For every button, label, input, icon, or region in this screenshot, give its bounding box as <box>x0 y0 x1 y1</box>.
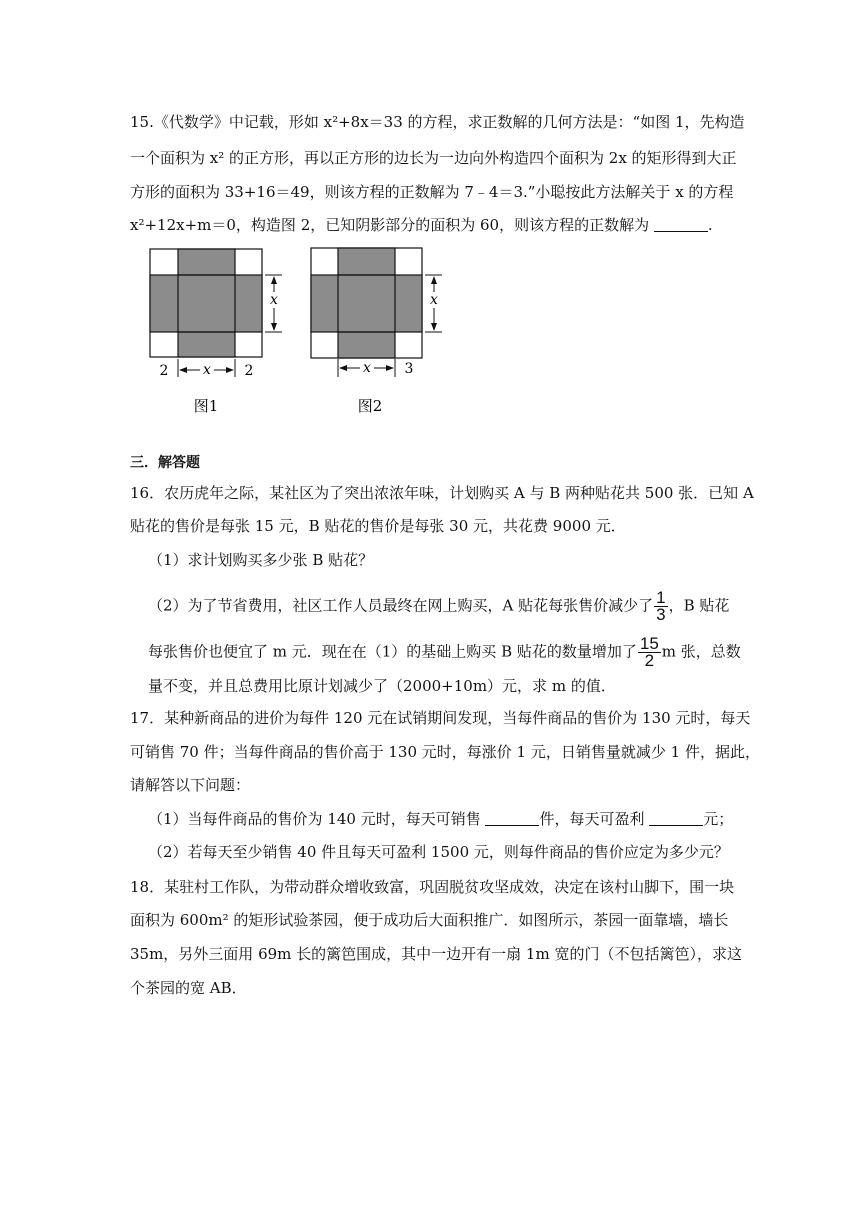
figure-1 <box>140 244 300 419</box>
q18-line4: 个茶园的宽 AB． <box>130 979 247 997</box>
answer-blank-profit[interactable] <box>649 811 703 826</box>
q17-line3: 请解答以下问题： <box>130 776 251 794</box>
fig2-label-x-vertical: x <box>430 292 438 308</box>
fig1-label-x-horizontal: x <box>203 362 211 378</box>
q17-part1-text-a: （1）当每件商品的售价为 140 元时，每天可销售 <box>148 810 486 828</box>
answer-blank-sales[interactable] <box>485 811 539 826</box>
q17-line1: 17．某种新商品的进价为每件 120 元在试销期间发现，当每件商品的售价为 130 元时，每天 <box>130 709 751 727</box>
q15-line1: 15.《代数学》中记载，形如 x²+8x＝33 的方程，求正数解的几何方法是：“如图 1，先构造 <box>130 113 745 131</box>
q18-line2: 面积为 600m² 的矩形试验茶园，便于成功后大面积推广．如图所示，茶园一面靠墙，墙长 <box>130 911 729 929</box>
q16-line1: 16．农历虎年之际，某社区为了突出浓浓年味，计划购买 A 与 B 两种贴花共 500 张．已知 A <box>130 484 754 502</box>
q16-part2-text: （2）为了节省费用，社区工作人员最终在网上购买，A 贴花每张售价减少了 <box>148 596 654 615</box>
q16-part2-text-end: ，B 贴花 <box>668 596 730 615</box>
q16-part2-line1 <box>148 590 758 623</box>
q16-part2-line3: 量不变，并且总费用比原计划减少了（2000+10m）元，求 m 的值． <box>148 677 616 695</box>
q16-line2: 贴花的售价是每张 15 元，B 贴花的售价是每张 30 元，共花费 9000 元． <box>130 517 626 535</box>
frac1-num: 1 <box>656 588 666 607</box>
figure-2 <box>300 244 460 419</box>
q15-line4 <box>130 215 740 235</box>
fig2-caption: 图2 <box>357 397 383 415</box>
q18-line3: 35m，另外三面用 69m 长的篱笆围成，其中一边开有一扇 1m 宽的门（不包括篱笆），求这 <box>130 945 742 963</box>
q17-part1-text-c: 元； <box>703 810 734 828</box>
frac1-den: 3 <box>656 605 666 624</box>
frac2-den: 2 <box>644 651 655 670</box>
q15-line3: 方形的面积为 33+16＝49，则该方程的正数解为 7﹣4＝3.”小聪按此方法解关于 x 的方程 <box>130 183 734 201</box>
fraction-one-third <box>654 590 667 623</box>
section-title: 三．解答题 <box>130 455 200 471</box>
q17-part1-text-b: 件，每天可盈利 <box>539 810 650 828</box>
fig1-caption: 图1 <box>193 397 219 415</box>
q15-line4-end: . <box>707 216 713 234</box>
q16-part2-line2 <box>148 636 758 669</box>
fig1-label-left: 2 <box>159 363 169 379</box>
q16-part1: （1）求计划购买多少张 B 贴花？ <box>148 551 374 569</box>
frac2-num: 15 <box>639 634 659 653</box>
fig1-label-right: 2 <box>244 363 254 379</box>
q15-line2: 一个面积为 x² 的正方形，再以正方形的边长为一边向外构造四个面积为 2x 的矩形得到大正 <box>130 149 737 167</box>
fraction-fifteen-halves <box>638 636 661 669</box>
q16-part2-line2-text: 每张售价也便宜了 m 元．现在在（1）的基础上购买 B 贴花的数量增加了 <box>148 642 637 661</box>
q16-part2-line2-end: m 张，总数 <box>661 642 741 661</box>
q17-part1 <box>148 809 758 829</box>
q17-part2: （2）若每天至少销售 40 件且每天可盈利 1500 元，则每件商品的售价应定为多少元？ <box>148 843 729 861</box>
q15-line4-text: x²+12x+m＝0，构造图 2，已知阴影部分的面积为 60，则该方程的正数解为 <box>130 216 654 234</box>
q17-line2: 可销售 70 件；当每件商品的售价高于 130 元时，每涨价 1 元，日销售量就减少 1 件，据此， <box>130 743 760 761</box>
fig2-label-right: 3 <box>404 361 414 377</box>
fig2-label-x-horizontal: x <box>363 360 371 376</box>
q18-line1: 18．某驻村工作队，为带动群众增收致富，巩固脱贫攻坚成效，决定在该村山脚下，围一块 <box>130 878 735 896</box>
answer-blank[interactable] <box>654 217 708 232</box>
fig1-label-x-vertical: x <box>270 292 278 308</box>
